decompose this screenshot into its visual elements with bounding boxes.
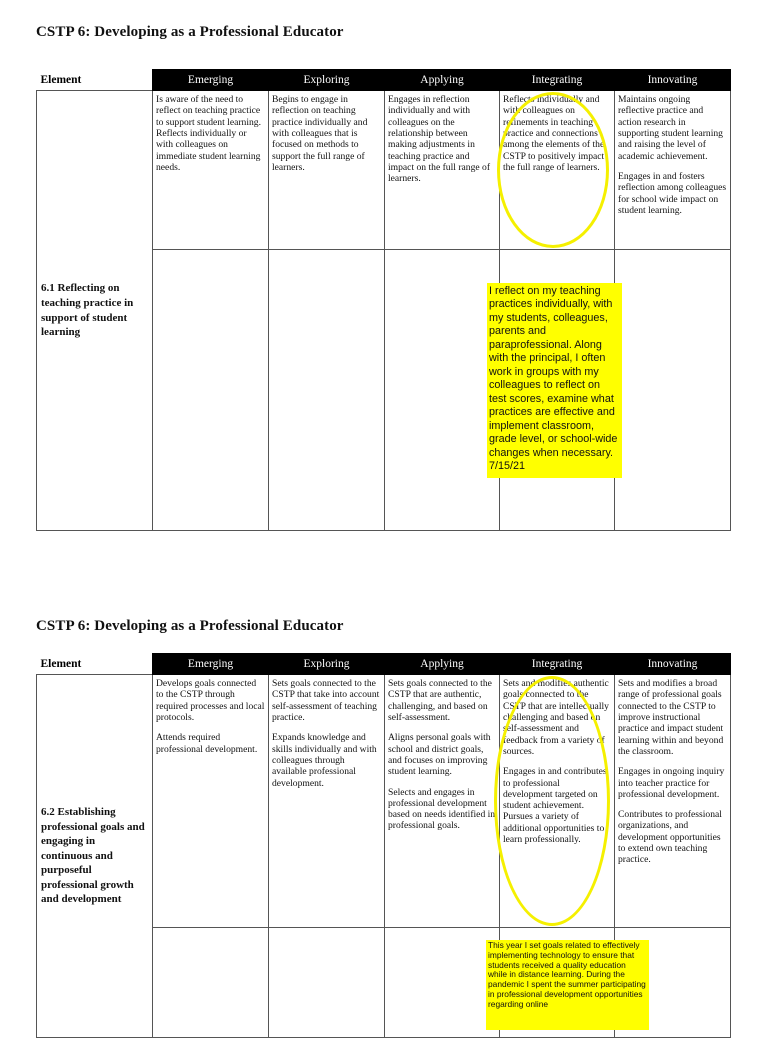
evidence-exploring [269,928,385,1038]
evidence-applying [385,928,500,1038]
element-header: Element [37,654,153,675]
level-header-emerging: Emerging [153,70,269,91]
descriptor-innovating: Sets and modifies a broad range of professional goals connected to the CSTP to improve instructional practice and impact student learning within and beyond the classroom. Engages in ongoing inquiry into teacher practice for professional development. Contributes to professional organizations, and development opportunities to extend own teaching practice. [615,675,731,928]
level-header-innovating: Innovating [615,70,731,91]
level-header-applying: Applying [385,654,500,675]
level-header-innovating: Innovating [615,654,731,675]
level-header-exploring: Exploring [269,654,385,675]
element-header: Element [37,70,153,91]
level-header-applying: Applying [385,70,500,91]
descriptor-exploring: Begins to engage in reflection on teaching practice individually and with colleagues that is focused on methods to support the full range of learners. [269,91,385,250]
descriptor-integrating: Reflects individually and with colleagues on refinements in teaching practice and connections among the elements of the CSTP to positively impact the full range of learners. [500,91,615,250]
descriptor-row [37,675,731,928]
descriptor-applying: Sets goals connected to the CSTP that are authentic, challenging, and based on self-assessment. Aligns personal goals with school and district goals, and focuses on improving student learning. Selects and engages in professional development based on needs identified in professional goals. [385,675,500,928]
evidence-note-6-1: I reflect on my teaching practices individually, with my students, colleagues, parents and paraprofessional. Along with the principal, I often work in groups with my colleagues to reflect on test scores, examine what practices are effective and implement classroom, grade level, or school-wide changes when necessary. 7/15/21 [487,283,622,478]
level-header-integrating: Integrating [500,70,615,91]
evidence-emerging [153,928,269,1038]
header-row [37,70,731,91]
level-header-exploring: Exploring [269,70,385,91]
evidence-applying [385,250,500,531]
descriptor-exploring: Sets goals connected to the CSTP that take into account self-assessment of teaching practice. Expands knowledge and skills individually and with colleagues through available professional development. [269,675,385,928]
level-header-emerging: Emerging [153,654,269,675]
level-header-integrating: Integrating [500,654,615,675]
evidence-innovating [615,250,731,531]
section-2-title: CSTP 6: Developing as a Professional Educator [36,618,344,634]
descriptor-emerging: Is aware of the need to reflect on teaching practice to support student learning. Reflects individually or with colleagues on immediate student learning needs. [153,91,269,250]
descriptor-emerging: Develops goals connected to the CSTP through required processes and local protocols. Attends required professional development. [153,675,269,928]
header-row [37,654,731,675]
element-label: 6.1 Reflecting on teaching practice in support of student learning [37,91,153,531]
element-label: 6.2 Establishing professional goals and engaging in continuous and purposeful professional growth and development [37,675,153,1038]
descriptor-row [37,91,731,250]
descriptor-innovating: Maintains ongoing reflective practice and action research in supporting student learning and raising the level of academic achievement. Engages in and fosters reflection among colleagues for school wide impact on student learning. [615,91,731,250]
evidence-exploring [269,250,385,531]
descriptor-applying: Engages in reflection individually and with colleagues on the relationship between making adjustments in teaching practice and impact on the full range of learners. [385,91,500,250]
evidence-emerging [153,250,269,531]
rubric-table-6-1 [36,69,731,531]
section-1-title: CSTP 6: Developing as a Professional Educator [36,24,344,40]
evidence-note-6-2: This year I set goals related to effectively implementing technology to ensure that students received a quality education while in distance learning. During the pandemic I spent the summer participating in professional development opportunities regarding online [486,940,649,1030]
descriptor-integrating: Sets and modifies authentic goals connected to the CSTP that are intellectually challenging and based on self-assessment and feedback from a variety of sources. Engages in and contributes to professional development targeted on student achievement. Pursues a variety of additional opportunities to learn professionally. [500,675,615,928]
